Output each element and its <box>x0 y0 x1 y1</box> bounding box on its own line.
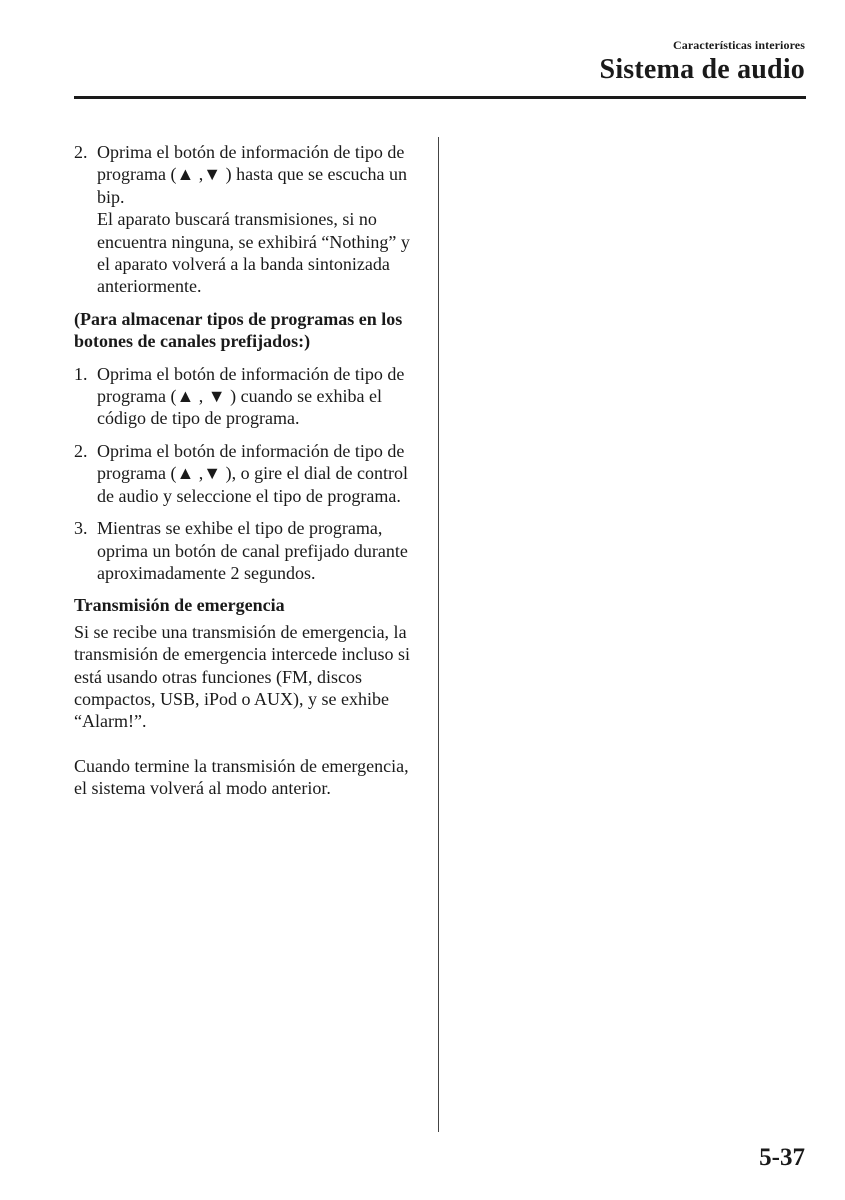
step-instruction: Oprima el botón de información de tipo de programa (▲ ,▼ ) hasta que se escucha un bip. <box>97 142 408 207</box>
left-column <box>74 141 424 822</box>
emergency-paragraph: Si se recibe una transmisión de emergencia, la transmisión de emergencia intercede incluso si está usando otras funciones (FM, discos compactos, USB, iPod o AUX), y se exhibe “Alarm!”. <box>74 621 411 732</box>
step-item <box>74 363 424 430</box>
step-number: 2. <box>74 142 88 162</box>
step-item <box>74 141 424 298</box>
emergency-heading: Transmisión de emergencia <box>74 595 285 616</box>
step-item <box>74 517 424 584</box>
step-number: 3. <box>74 518 88 539</box>
step-text: Mientras se exhibe el tipo de programa, oprima un botón de canal prefijado durante aproximadamente 2 segundos. <box>97 518 408 583</box>
step-text <box>97 141 424 298</box>
page-title: Sistema de audio <box>599 54 805 85</box>
step-item <box>74 440 424 507</box>
section-label: Características interiores <box>673 38 805 52</box>
store-heading: (Para almacenar tipos de programas en los botones de canales prefijados:) <box>74 308 403 352</box>
header-rule <box>74 96 806 99</box>
step-number: 1. <box>74 363 88 384</box>
page-number: 5-37 <box>759 1144 805 1171</box>
step-text: Oprima el botón de información de tipo de programa (▲ ,▼ ), o gire el dial de control de audio y seleccione el tipo de programa. <box>97 440 409 506</box>
emergency-paragraph-end: Cuando termine la transmisión de emergencia, el sistema volverá al modo anterior. <box>74 755 409 799</box>
step-number: 2. <box>74 440 88 461</box>
column-divider <box>438 137 439 1132</box>
step-note: El aparato buscará transmisiones, si no encuentra ninguna, se exhibirá “Nothing” y el aparato volverá a la banda sintonizada anteriormente. <box>97 209 410 297</box>
step-text: Oprima el botón de información de tipo de programa (▲ , ▼ ) cuando se exhiba el código de tipo de programa. <box>97 363 405 429</box>
